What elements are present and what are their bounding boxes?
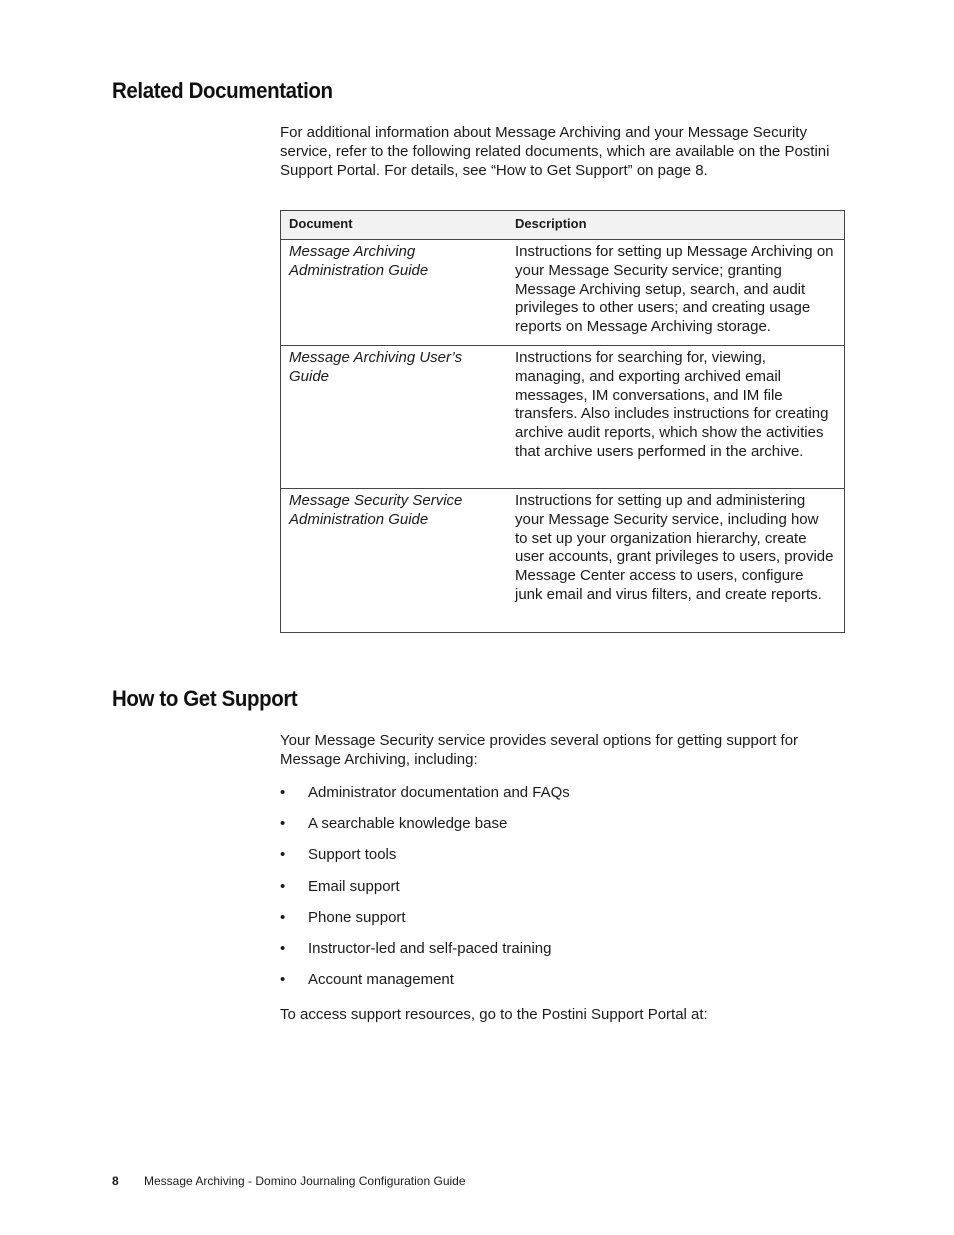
list-item-text: Phone support xyxy=(308,908,406,926)
table-row xyxy=(281,489,845,633)
list-item xyxy=(280,971,570,1002)
list-item-text: Account management xyxy=(308,971,454,989)
document-name: Message Security Service Administration Guide xyxy=(281,489,508,633)
page-number: 8 xyxy=(112,1174,119,1188)
column-header-document: Document xyxy=(281,211,508,240)
footer-document-title: Message Archiving - Domino Journaling Configuration Guide xyxy=(144,1174,466,1188)
related-intro-paragraph: For additional information about Message Archiving and your Message Security service, refer to the following related documents, which are available on the Postini Support Portal. For details, see “How to Get Support” on page 8. xyxy=(280,124,830,179)
page-footer xyxy=(112,1174,466,1188)
bullet-glyph: • xyxy=(280,908,286,926)
list-item-text: Administrator documentation and FAQs xyxy=(308,784,570,801)
table-row xyxy=(281,346,845,489)
support-intro-paragraph: Your Message Security service provides several options for getting support for Message Archiving, including: xyxy=(280,732,799,768)
list-item-text: Email support xyxy=(308,877,400,895)
document-name: Message Archiving Administration Guide xyxy=(281,240,508,346)
support-access-paragraph: To access support resources, go to the Postini Support Portal at: xyxy=(280,1006,708,1023)
list-item xyxy=(280,846,570,877)
document-description: Instructions for searching for, viewing, managing, and exporting archived email messages, IM conversations, and IM file transfers. Also includes instructions for creating archive audit reports, which show the activities that archive users performed in the archive. xyxy=(507,346,845,489)
bullet-glyph: • xyxy=(280,971,286,989)
list-item xyxy=(280,815,570,846)
document-description: Instructions for setting up Message Archiving on your Message Security service; granting Message Archiving setup, search, and audit privileges to other users; and creating usage reports on Message Archiving storage. xyxy=(507,240,845,346)
list-item xyxy=(280,940,570,971)
list-item xyxy=(280,784,570,815)
document-description: Instructions for setting up and administering your Message Security service, including how to set up your organization hierarchy, create user accounts, grant privileges to users, provide Message Center access to users, configure junk email and virus filters, and create reports. xyxy=(507,489,845,633)
bullet-glyph: • xyxy=(280,815,286,833)
bullet-glyph: • xyxy=(280,939,286,957)
support-options-list xyxy=(280,784,570,1002)
list-item-text: A searchable knowledge base xyxy=(308,815,508,833)
list-item-text: Support tools xyxy=(308,846,397,864)
table-row xyxy=(281,240,845,346)
bullet-glyph: • xyxy=(280,877,286,895)
column-header-description: Description xyxy=(507,211,845,240)
heading-how-to-get-support: How to Get Support xyxy=(112,686,298,711)
list-item xyxy=(280,878,570,909)
bullet-glyph: • xyxy=(280,846,286,864)
table-header-row xyxy=(281,211,845,240)
list-item-text: Instructor-led and self-paced training xyxy=(308,939,552,957)
related-documents-table xyxy=(280,210,845,633)
bullet-glyph: • xyxy=(280,784,286,801)
list-item xyxy=(280,909,570,940)
document-name: Message Archiving User’s Guide xyxy=(281,346,508,489)
heading-related-documentation: Related Documentation xyxy=(112,78,333,103)
